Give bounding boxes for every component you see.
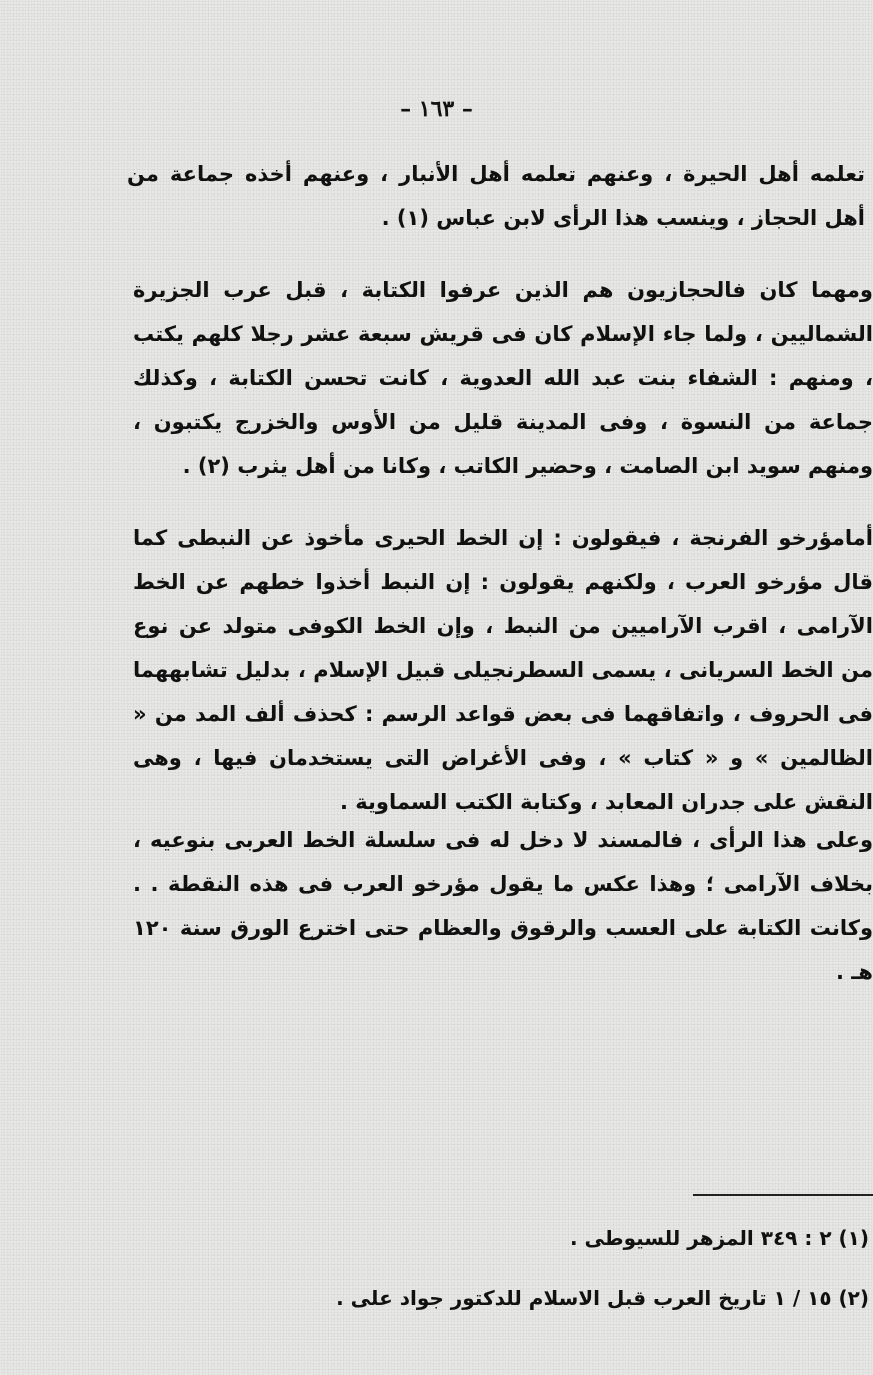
page-number: – ١٦٣ – bbox=[400, 96, 473, 122]
paragraph-3: أمامؤرخو الفرنجة ، فيقولون : إن الخط الحيرى مأخوذ عن النبطى كما قال مؤرخو العرب ، ولكنهم يقولون : إن النبط أخذوا خطهم عن الخط الآرامى ، اقرب الآراميين من النبط ، وإن الخط الكوفى متولد عن نوع من الخط السريانى ، يسمى السطرنجيلى قبيل الإسلام ، بدليل تشابههما فى الحروف ، واتفاقهما فى بعض قواعد الرسم : كحذف ألف المد من « الظالمين » و « كتاب » ، وفى الأغراض التى يستخدمان فيها ، وهى النقش على جدران المعابد ، وكتابة الكتب السماوية . bbox=[133, 526, 873, 814]
paragraph-4: وعلى هذا الرأى ، فالمسند لا دخل له فى سلسلة الخط العربى بنوعيه ، بخلاف الآرامى ؛ وهذا عكس ما يقول مؤرخو العرب فى هذه النقطة . . وكانت الكتابة على العسب والرقوق والعظام حتى اخترع الورق سنة ١٢٠ هـ . bbox=[133, 828, 873, 984]
paragraph-1: تعلمه أهل الحيرة ، وعنهم تعلمه أهل الأنبار ، وعنهم أخذه جماعة من أهل الحجاز ، وينسب هذا الرأى لابن عباس (١) . bbox=[127, 162, 865, 230]
footnote-divider bbox=[693, 1194, 873, 1196]
footnote-2: (٢) ١٥ / ١ تاريخ العرب قبل الاسلام للدكتور جواد على . bbox=[336, 1286, 869, 1310]
paragraph-2: ومهما كان فالحجازيون هم الذين عرفوا الكتابة ، قبل عرب الجزيرة الشماليين ، ولما جاء الإسلام كان فى قريش سبعة عشر رجلا كلهم يكتب ، ومنهم : الشفاء بنت عبد الله العدوية ، كانت تحسن الكتابة ، وكذلك جماعة من النسوة ، وفى المدينة قليل من الأوس والخزرج يكتبون ، ومنهم سويد ابن الصامت ، وحضير الكاتب ، وكانا من أهل يثرب (٢) . bbox=[133, 278, 873, 478]
footnote-1: (١) ٢ : ٣٤٩ المزهر للسيوطى . bbox=[569, 1226, 869, 1250]
